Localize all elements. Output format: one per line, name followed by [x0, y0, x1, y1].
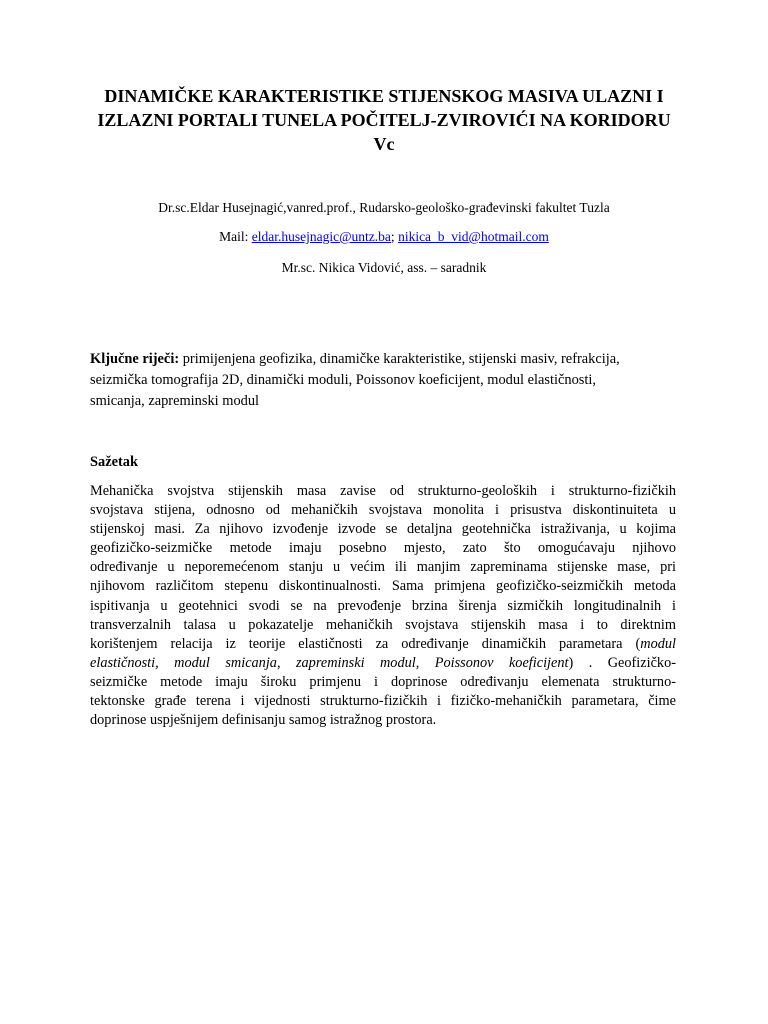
author-primary: Dr.sc.Eldar Husejnagić,vanred.prof., Rudarsko-geološko-građevinski fakultet Tuzla — [158, 200, 610, 215]
abstract-line: tektonske građe terena i vijednosti strukturno-fizičkih i fizičko-mehaničkih parametara, čime — [90, 693, 676, 710]
keywords-label: Ključne riječi: — [90, 351, 180, 367]
abstract-line — [90, 635, 676, 654]
keywords-text-1: primijenjena geofizika, dinamičke karakteristike, stijenski masiv, refrakcija, — [179, 351, 620, 367]
abstract-line: određivanje u neporemećenom stanju u većim ili manjim zapreminama stijenske mase, pri — [90, 559, 676, 576]
abstract-line: Mehanička svojstva stijenskih masa zavise od strukturno-geoloških i strukturno-fizičkih — [90, 483, 676, 499]
abstract-line — [90, 654, 676, 673]
mail-separator: ; — [390, 229, 399, 244]
keywords-line-3: smicanja, zapreminski modul — [90, 393, 260, 409]
abstract-body — [90, 482, 676, 730]
abstract-line: geofizičko-seizmičke metode imaju posebno mjesto, zato što omogućavaju njihovo — [90, 540, 676, 557]
title-line-2: IZLAZNI PORTALI TUNELA POČITELJ-ZVIROVIĆI NA KORIDORU — [97, 110, 671, 130]
keywords-block — [90, 349, 680, 412]
abstract-line: ispitivanja u geotehnici svodi se na prevođenje brzina širenja sizmičkih longitudinalnih i — [90, 597, 676, 614]
abstract-heading: Sažetak — [90, 454, 138, 470]
abstract-line-9-italic: modul — [640, 635, 676, 652]
abstract-line: stijenskoj masi. Za njihovo izvođenje izvode se detaljna geotehnička istraživanja, u kojima — [90, 521, 676, 538]
keywords-line-1 — [90, 349, 680, 370]
keywords-line-2: seizmička tomografija 2D, dinamički moduli, Poissonov koeficijent, modul elastičnosti, — [90, 372, 596, 388]
mail-line — [80, 228, 688, 246]
title-line-1: DINAMIČKE KARAKTERISTIKE STIJENSKOG MASIVA ULAZNI I — [104, 86, 664, 106]
title-line-3: Vc — [373, 134, 395, 154]
abstract-line: transverzalnih talasa u pokazatelje mehaničkih svojstava stijenskih masa i to direktnim — [90, 616, 676, 633]
abstract-line: doprinose uspješnijem definisanju samog istražnog prostora. — [90, 712, 437, 729]
abstract-line-9-text: korištenjem relacija iz teorije elastičnosti za određivanje dinamičkih parametara ( — [90, 635, 641, 652]
abstract-line-10-text: ) . Geofizičko- — [568, 654, 676, 671]
email-link-secondary[interactable]: nikica_b_vid@hotmail.com — [398, 229, 549, 244]
author-secondary: Mr.sc. Nikica Vidović, ass. – saradnik — [281, 260, 487, 275]
email-link-primary[interactable]: eldar.husejnagic@untz.ba — [251, 229, 391, 244]
abstract-line: svojstava stijena, odnosno od mehaničkih svojstava monolita i prisustva diskontinuiteta u — [90, 502, 676, 519]
mail-label: Mail: — [219, 229, 252, 244]
abstract-line: seizmičke metode imaju široku primjenu i doprinose određivanju elemenata strukturno- — [90, 673, 676, 690]
abstract-line-10-italic: elastičnosti, modul smicanja, zapreminski modul, Poissonov koeficijent — [90, 654, 569, 671]
paper-title — [80, 84, 688, 156]
abstract-line: njihovom različitom stepenu diskontinualnosti. Sama primjena geofizičko-seizmičkih metoda — [90, 578, 676, 595]
